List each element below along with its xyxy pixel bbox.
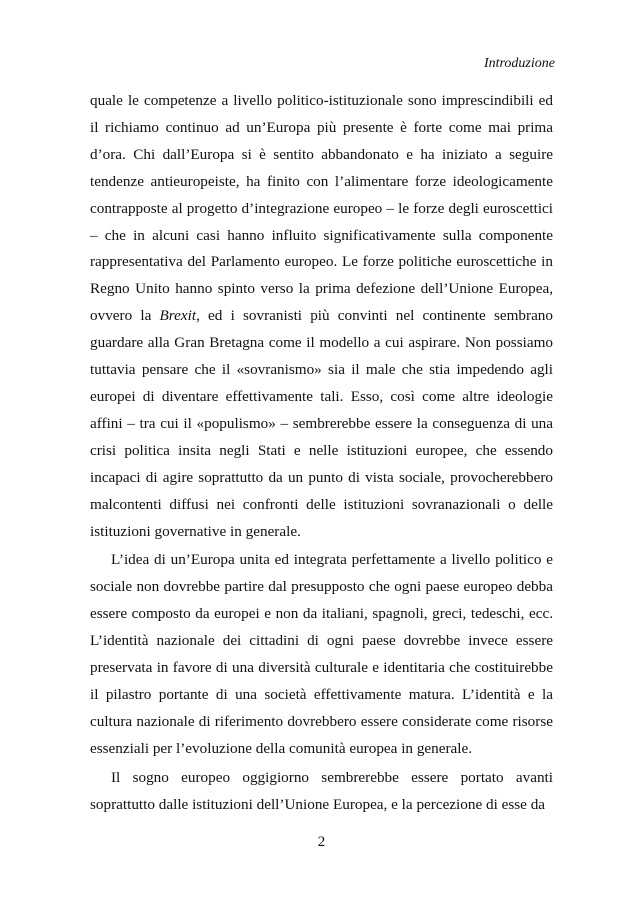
paragraph-1-text-b: , ed i sovranisti più convinti nel continente sembrano guardare alla Gran Bretagna come il modello a cui aspirare. Non possiamo tuttavia pensare che il «sovranismo» sia il male che stia impedendo agli europei di diventare effettivamente tali. Esso, così come altre ideologie affini – tra cui il «populismo» – sembrerebbe essere la conseguenza di una crisi politica insita negli Stati e nelle istituzioni europee, che essendo incapaci di agire soprattutto da un punto di vista sociale, provocherebbero malcontenti diffusi nei confronti delle istituzioni sovranazionali o delle istituzioni governative in generale.	[90, 307, 553, 540]
paragraph-1-text-a: quale le competenze a livello politico-istituzionale sono imprescindibili ed il richiamo continuo ad un’Europa più presente è forte come mai prima d’ora. Chi dall’Europa si è sentito abbandonato e ha iniziato a seguire tendenze antieuropeiste, ha finito con l’alimentare forze ideologicamente contrapposte al progetto d’integrazione europeo – le forze degli euroscettici – che in alcuni casi hanno influito significativamente sulla componente rappresentativa del Parlamento europeo. Le forze politiche euroscettiche in Regno Unito hanno spinto verso la prima defezione dell’Unione Europea, ovvero la	[90, 92, 553, 325]
running-header: Introduzione	[483, 56, 555, 71]
body-text	[90, 88, 553, 818]
paragraph-1	[90, 88, 553, 545]
brexit-term: Brexit	[159, 307, 197, 325]
page-number: 2	[317, 834, 326, 850]
paragraph-3: Il sogno europeo oggigiorno sembrerebbe essere portato avanti soprattutto dalle istituzioni dell’Unione Europea, e la percezione di esse da	[90, 768, 553, 813]
paragraph-2: L’idea di un’Europa unita ed integrata perfettamente a livello politico e sociale non dovrebbe partire dal presupposto che ogni paese europeo debba essere composto da europei e non da italiani, spagnoli, greci, tedeschi, ecc. L’identità nazionale dei cittadini di ogni paese dovrebbe invece essere preservata in favore di una diversità culturale e identitaria che costituirebbe il pilastro portante di una società effettivamente matura. L’identità e la cultura nazionale di riferimento dovrebbero essere considerate come risorse essenziali per l’evoluzione della comunità europea in generale.	[90, 551, 553, 757]
